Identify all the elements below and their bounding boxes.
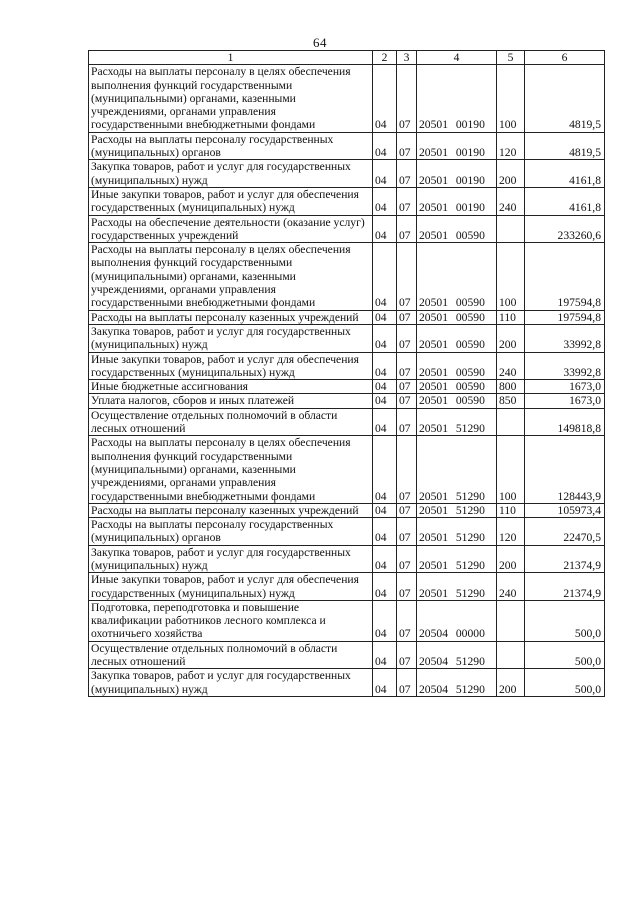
row-section-code: 04 <box>373 324 397 352</box>
row-expense-type-code: 200 <box>497 545 525 573</box>
row-amount: 500,0 <box>525 669 605 697</box>
row-description: Осуществление отдельных полномочий в области лесных отношений <box>89 408 373 436</box>
row-expense-type-code: 110 <box>497 310 525 324</box>
row-amount: 500,0 <box>525 641 605 669</box>
row-section-code: 04 <box>373 518 397 546</box>
table-row <box>89 243 605 310</box>
row-target-article-code: 20501 51290 <box>417 518 497 546</box>
row-section-code: 04 <box>373 160 397 188</box>
row-description: Закупка товаров, работ и услуг для государственных (муниципальных) нужд <box>89 160 373 188</box>
row-amount: 500,0 <box>525 600 605 641</box>
row-target-article-code: 20504 51290 <box>417 641 497 669</box>
row-section-code: 04 <box>373 215 397 243</box>
row-amount: 233260,6 <box>525 215 605 243</box>
table-row <box>89 545 605 573</box>
row-description: Расходы на выплаты персоналу казенных учреждений <box>89 503 373 517</box>
row-subsection-code: 07 <box>397 408 417 436</box>
row-expense-type-code: 850 <box>497 394 525 408</box>
row-target-article-code: 20501 00590 <box>417 380 497 394</box>
row-target-article-code: 20501 51290 <box>417 545 497 573</box>
row-description: Уплата налогов, сборов и иных платежей <box>89 394 373 408</box>
row-subsection-code: 07 <box>397 187 417 215</box>
row-expense-type-code: 110 <box>497 503 525 517</box>
row-target-article-code: 20501 00590 <box>417 215 497 243</box>
row-subsection-code: 07 <box>397 324 417 352</box>
table-row <box>89 352 605 380</box>
column-header-6: 6 <box>525 51 605 65</box>
table-row <box>89 310 605 324</box>
table-row <box>89 160 605 188</box>
row-target-article-code: 20501 00190 <box>417 187 497 215</box>
row-section-code: 04 <box>373 669 397 697</box>
table-row <box>89 669 605 697</box>
row-description: Расходы на выплаты персоналу в целях обеспечения выполнения функций государственными (муниципальными) органами, казенными учреждениями, органами управления государственными внебюджетными фондами <box>89 436 373 503</box>
row-expense-type-code <box>497 641 525 669</box>
row-amount: 128443,9 <box>525 436 605 503</box>
row-section-code: 04 <box>373 394 397 408</box>
row-description: Расходы на обеспечение деятельности (оказание услуг) государственных учреждений <box>89 215 373 243</box>
row-expense-type-code: 800 <box>497 380 525 394</box>
table-row <box>89 503 605 517</box>
row-expense-type-code: 200 <box>497 669 525 697</box>
row-description: Закупка товаров, работ и услуг для государственных (муниципальных) нужд <box>89 545 373 573</box>
row-section-code: 04 <box>373 503 397 517</box>
row-target-article-code: 20501 00590 <box>417 243 497 310</box>
row-expense-type-code: 100 <box>497 436 525 503</box>
row-target-article-code: 20501 51290 <box>417 573 497 601</box>
row-subsection-code: 07 <box>397 545 417 573</box>
row-subsection-code: 07 <box>397 641 417 669</box>
row-subsection-code: 07 <box>397 518 417 546</box>
row-description: Закупка товаров, работ и услуг для государственных (муниципальных) нужд <box>89 324 373 352</box>
row-target-article-code: 20501 00590 <box>417 310 497 324</box>
row-amount: 4161,8 <box>525 160 605 188</box>
table-row <box>89 132 605 160</box>
row-subsection-code: 07 <box>397 65 417 132</box>
row-subsection-code: 07 <box>397 243 417 310</box>
row-section-code: 04 <box>373 600 397 641</box>
table-row <box>89 436 605 503</box>
table-row <box>89 641 605 669</box>
row-target-article-code: 20501 00590 <box>417 352 497 380</box>
table-row <box>89 408 605 436</box>
row-description: Расходы на выплаты персоналу государственных (муниципальных) органов <box>89 132 373 160</box>
row-subsection-code: 07 <box>397 600 417 641</box>
table-row <box>89 394 605 408</box>
table-row <box>89 380 605 394</box>
budget-table <box>88 50 605 697</box>
row-target-article-code: 20501 00190 <box>417 132 497 160</box>
row-amount: 4819,5 <box>525 132 605 160</box>
row-section-code: 04 <box>373 436 397 503</box>
row-section-code: 04 <box>373 352 397 380</box>
row-amount: 1673,0 <box>525 394 605 408</box>
table-body <box>89 65 605 697</box>
row-description: Иные закупки товаров, работ и услуг для обеспечения государственных (муниципальных) нужд <box>89 573 373 601</box>
row-subsection-code: 07 <box>397 503 417 517</box>
row-description: Иные бюджетные ассигнования <box>89 380 373 394</box>
row-subsection-code: 07 <box>397 215 417 243</box>
column-header-4: 4 <box>417 51 497 65</box>
column-header-3: 3 <box>397 51 417 65</box>
row-subsection-code: 07 <box>397 160 417 188</box>
row-subsection-code: 07 <box>397 310 417 324</box>
row-subsection-code: 07 <box>397 436 417 503</box>
row-expense-type-code: 100 <box>497 243 525 310</box>
row-section-code: 04 <box>373 243 397 310</box>
row-expense-type-code: 240 <box>497 352 525 380</box>
row-expense-type-code: 120 <box>497 518 525 546</box>
row-description: Осуществление отдельных полномочий в области лесных отношений <box>89 641 373 669</box>
row-description: Расходы на выплаты персоналу государственных (муниципальных) органов <box>89 518 373 546</box>
row-amount: 149818,8 <box>525 408 605 436</box>
row-amount: 22470,5 <box>525 518 605 546</box>
row-subsection-code: 07 <box>397 132 417 160</box>
row-target-article-code: 20504 00000 <box>417 600 497 641</box>
row-amount: 33992,8 <box>525 324 605 352</box>
row-expense-type-code <box>497 215 525 243</box>
row-amount: 33992,8 <box>525 352 605 380</box>
row-subsection-code: 07 <box>397 573 417 601</box>
row-subsection-code: 07 <box>397 669 417 697</box>
table-row <box>89 518 605 546</box>
row-section-code: 04 <box>373 310 397 324</box>
row-subsection-code: 07 <box>397 394 417 408</box>
row-section-code: 04 <box>373 545 397 573</box>
row-target-article-code: 20501 51290 <box>417 436 497 503</box>
row-amount: 21374,9 <box>525 545 605 573</box>
row-subsection-code: 07 <box>397 352 417 380</box>
row-expense-type-code <box>497 408 525 436</box>
row-expense-type-code: 240 <box>497 187 525 215</box>
row-section-code: 04 <box>373 65 397 132</box>
row-target-article-code: 20501 00590 <box>417 394 497 408</box>
row-description: Расходы на выплаты персоналу в целях обеспечения выполнения функций государственными (муниципальными) органами, казенными учреждениями, органами управления государственными внебюджетными фондами <box>89 65 373 132</box>
row-section-code: 04 <box>373 132 397 160</box>
row-target-article-code: 20501 00190 <box>417 160 497 188</box>
row-section-code: 04 <box>373 641 397 669</box>
table-row <box>89 65 605 132</box>
row-description: Расходы на выплаты персоналу казенных учреждений <box>89 310 373 324</box>
row-amount: 105973,4 <box>525 503 605 517</box>
row-description: Расходы на выплаты персоналу в целях обеспечения выполнения функций государственными (муниципальными) органами, казенными учреждениями, органами управления государственными внебюджетными фондами <box>89 243 373 310</box>
row-target-article-code: 20501 51290 <box>417 408 497 436</box>
row-subsection-code: 07 <box>397 380 417 394</box>
table-row <box>89 600 605 641</box>
row-description: Иные закупки товаров, работ и услуг для обеспечения государственных (муниципальных) нужд <box>89 352 373 380</box>
row-description: Иные закупки товаров, работ и услуг для обеспечения государственных (муниципальных) нужд <box>89 187 373 215</box>
row-amount: 197594,8 <box>525 243 605 310</box>
column-header-5: 5 <box>497 51 525 65</box>
row-amount: 1673,0 <box>525 380 605 394</box>
row-amount: 4819,5 <box>525 65 605 132</box>
table-row <box>89 324 605 352</box>
row-amount: 4161,8 <box>525 187 605 215</box>
row-expense-type-code <box>497 600 525 641</box>
row-amount: 21374,9 <box>525 573 605 601</box>
row-expense-type-code: 200 <box>497 160 525 188</box>
column-header-2: 2 <box>373 51 397 65</box>
row-target-article-code: 20501 00590 <box>417 324 497 352</box>
row-expense-type-code: 240 <box>497 573 525 601</box>
row-description: Закупка товаров, работ и услуг для государственных (муниципальных) нужд <box>89 669 373 697</box>
table-row <box>89 215 605 243</box>
row-target-article-code: 20501 51290 <box>417 503 497 517</box>
table-row <box>89 187 605 215</box>
page-number: 64 <box>313 35 327 50</box>
table-header-row <box>89 51 605 65</box>
row-section-code: 04 <box>373 408 397 436</box>
row-section-code: 04 <box>373 187 397 215</box>
row-description: Подготовка, переподготовка и повышение квалификации работников лесного комплекса и охотничьего хозяйства <box>89 600 373 641</box>
row-expense-type-code: 120 <box>497 132 525 160</box>
row-target-article-code: 20504 51290 <box>417 669 497 697</box>
row-target-article-code: 20501 00190 <box>417 65 497 132</box>
row-section-code: 04 <box>373 573 397 601</box>
row-section-code: 04 <box>373 380 397 394</box>
row-expense-type-code: 200 <box>497 324 525 352</box>
row-amount: 197594,8 <box>525 310 605 324</box>
table-row <box>89 573 605 601</box>
column-header-1: 1 <box>89 51 373 65</box>
row-expense-type-code: 100 <box>497 65 525 132</box>
